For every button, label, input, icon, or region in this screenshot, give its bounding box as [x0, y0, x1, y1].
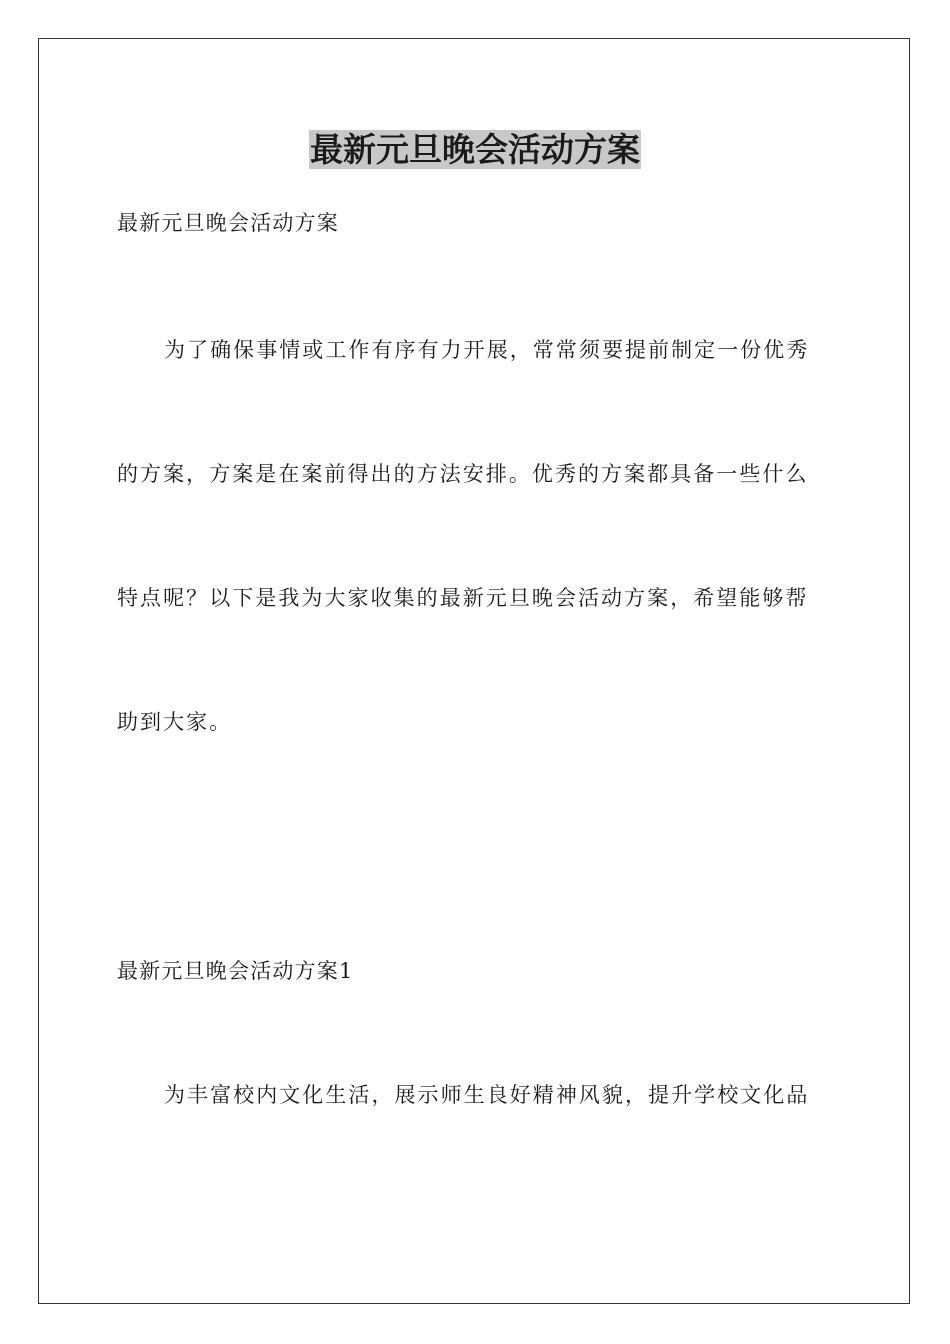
document-title — [0, 124, 950, 176]
document-subtitle: 最新元旦晚会活动方案 — [117, 211, 339, 235]
intro-line-4: 助到大家。 — [117, 710, 233, 734]
section1-line-1: 为丰富校内文化生活，展示师生良好精神风貌，提升学校文化品 — [164, 1083, 810, 1107]
document-title-text: 最新元旦晚会活动方案 — [310, 130, 640, 169]
intro-line-3: 特点呢？以下是我为大家收集的最新元旦晚会活动方案，希望能够帮 — [117, 586, 809, 610]
intro-line-2: 的方案，方案是在案前得出的方法安排。优秀的方案都具备一些什么 — [117, 462, 809, 486]
section-heading-1: 最新元旦晚会活动方案1 — [117, 959, 354, 983]
intro-line-1: 为了确保事情或工作有序有力开展，常常须要提前制定一份优秀 — [164, 338, 810, 362]
